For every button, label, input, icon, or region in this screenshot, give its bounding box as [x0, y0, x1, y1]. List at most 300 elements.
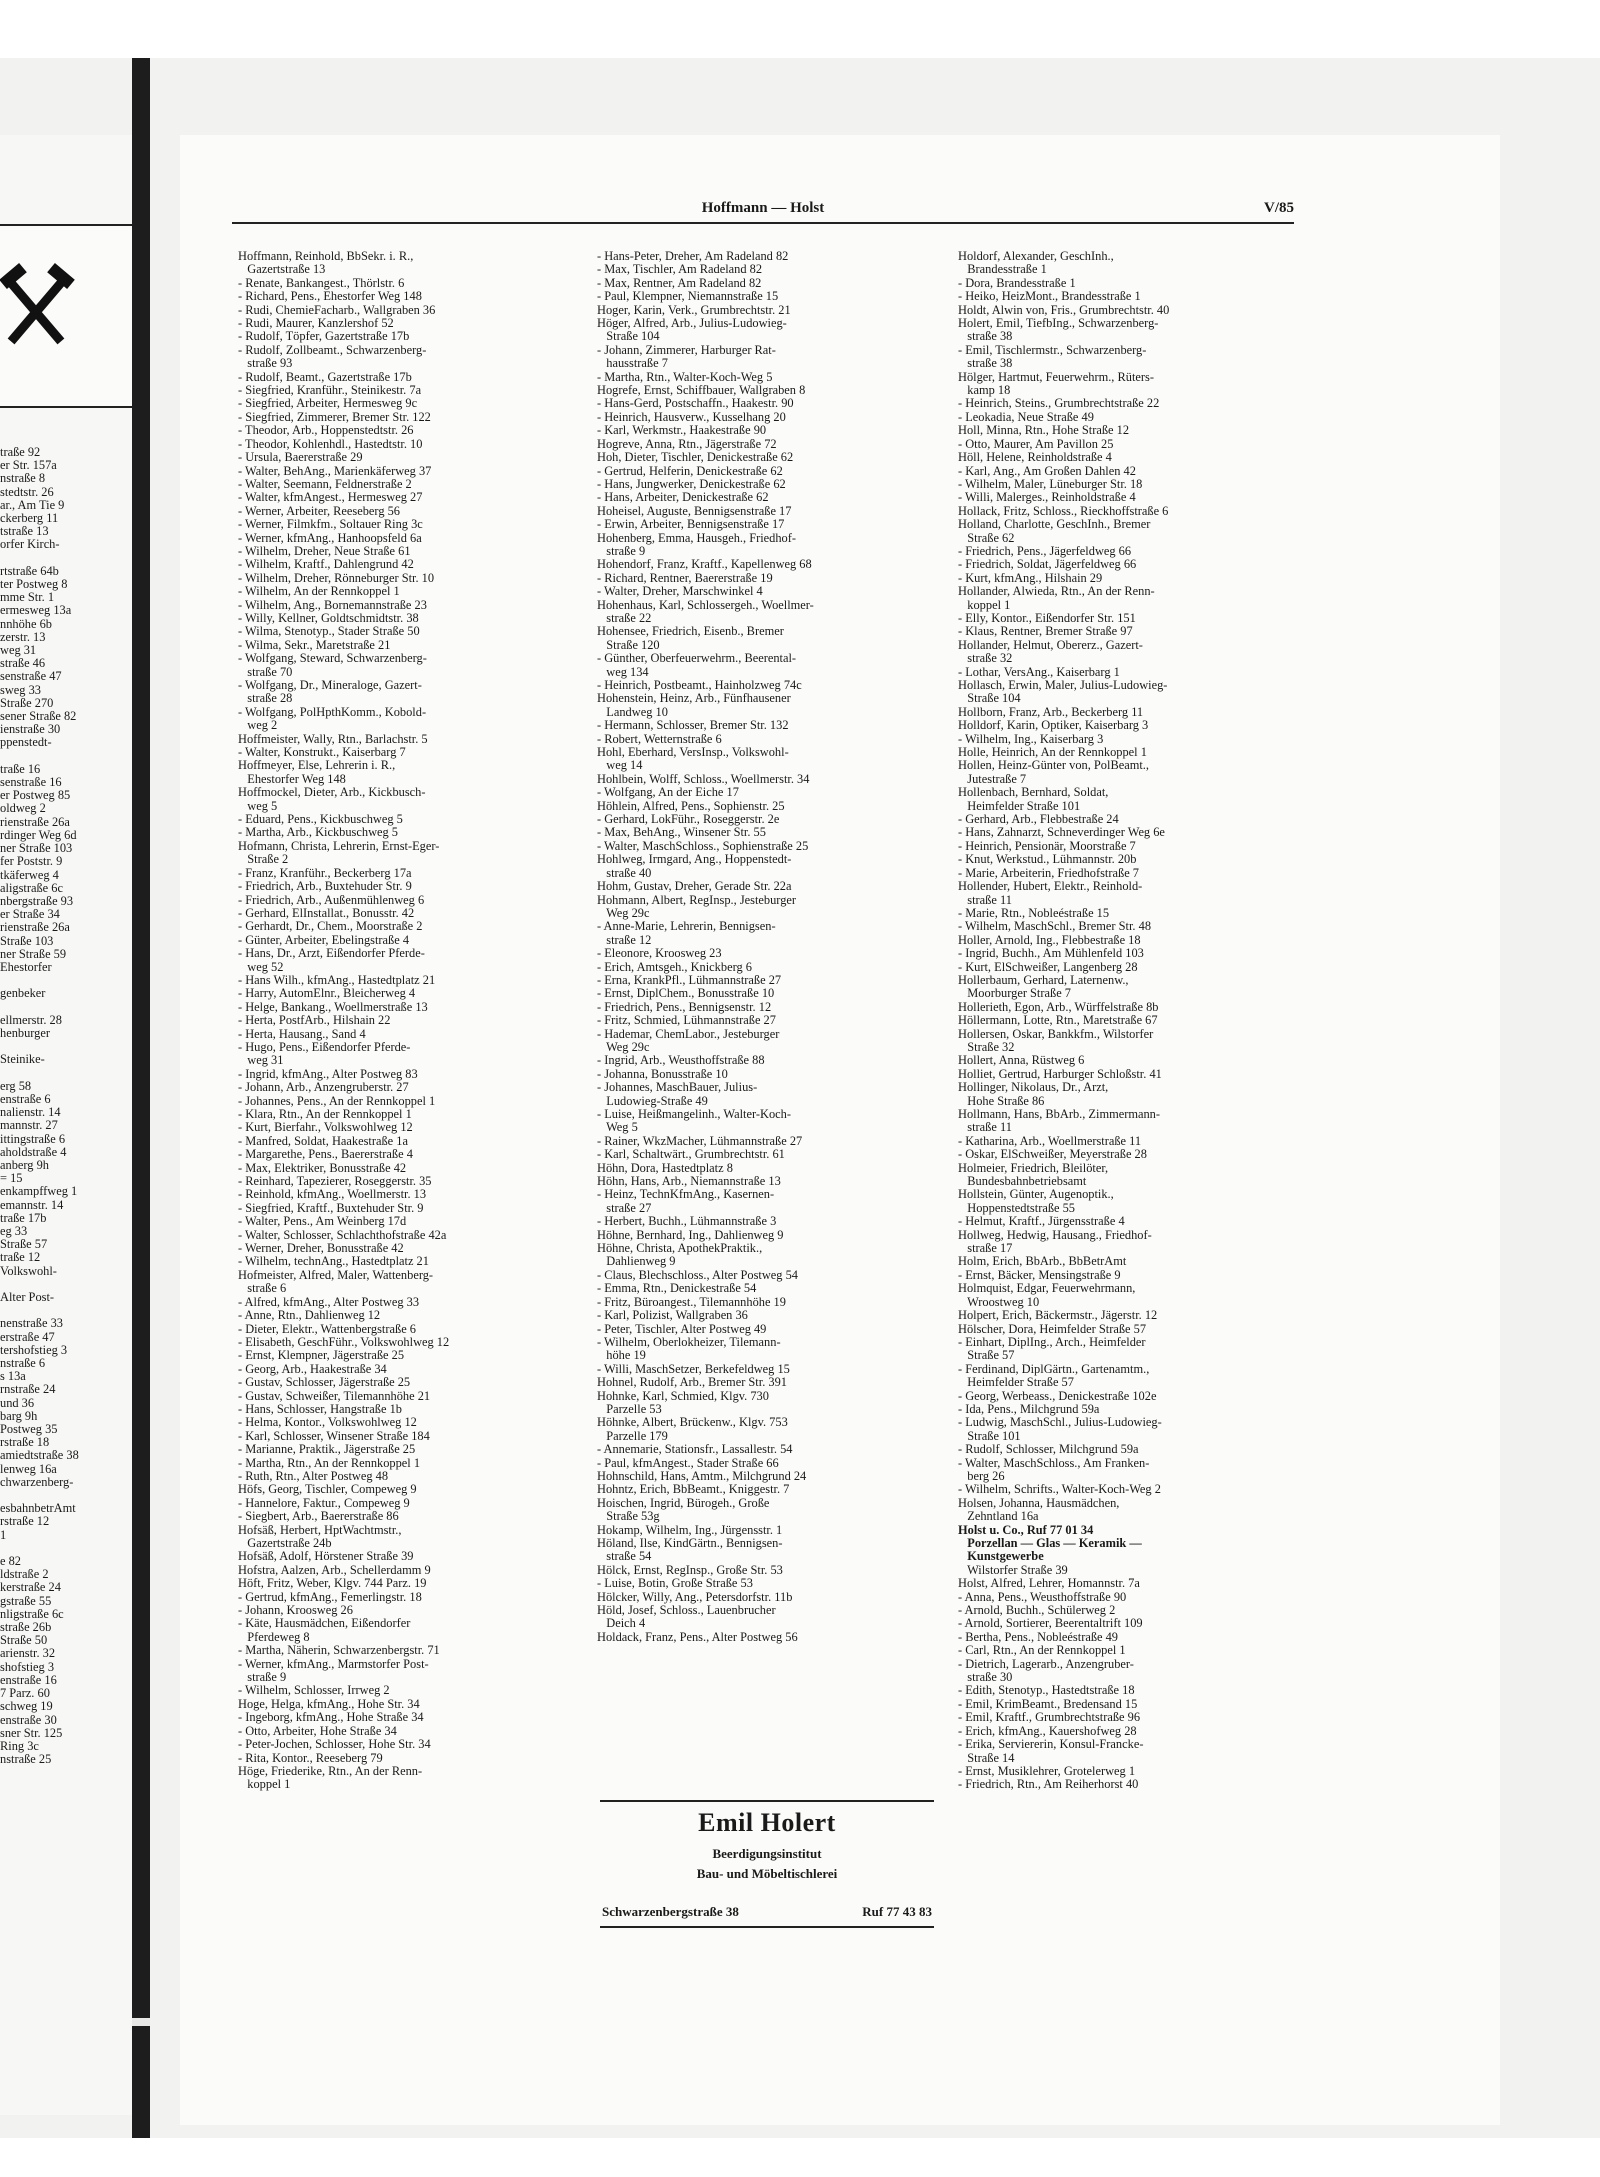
directory-entry-line: kamp 18 [958, 384, 1011, 398]
directory-entry-line: - Gertrud, Helferin, Denickestraße 62 [597, 464, 783, 478]
adjacent-page-line: ar., Am Tie 9 [0, 498, 65, 512]
directory-entry-line: - Kurt, Bierfahr., Volkswohlweg 12 [238, 1121, 413, 1135]
directory-entry-line: - Johannes, MaschBauer, Julius- [597, 1081, 758, 1095]
adjacent-page-line: er Str. 157a [0, 459, 57, 473]
directory-entry-line: Parzelle 179 [597, 1429, 668, 1443]
directory-entry-line: - Anne-Marie, Lehrerin, Bennigsen- [597, 920, 776, 934]
adjacent-page-line: orfer Kirch- [0, 538, 60, 552]
directory-entry-line: Holert, Emil, TiefbIng., Schwarzenberg- [958, 317, 1159, 331]
directory-entry-line: - Ludwig, MaschSchl., Julius-Ludowieg- [958, 1416, 1162, 1430]
directory-entry-line: Holdorf, Alexander, GeschInh., [958, 250, 1114, 263]
directory-entry-line: straße 40 [597, 866, 652, 880]
directory-entry-line: - Hademar, ChemLabor., Jesteburger [597, 1027, 780, 1041]
directory-entry-line: - Gerhard, Arb., Flebbestraße 24 [958, 813, 1119, 827]
directory-entry-line: koppel 1 [238, 1778, 291, 1792]
directory-entry-line: - Wolfgang, PolHpthKomm., Kobold- [238, 705, 427, 719]
directory-entry-line: Höhn, Dora, Hastedtplatz 8 [597, 1161, 733, 1175]
directory-entry-line: - Walter, Pens., Am Weinberg 17d [238, 1215, 407, 1229]
directory-entry-line: - Erna, KrankPfl., Lühmannstraße 27 [597, 973, 782, 987]
adjacent-page-line: 1 [0, 1528, 7, 1542]
directory-entry-line: - Franz, Kranführ., Beckerberg 17a [238, 866, 412, 880]
directory-entry-line: Holst, Alfred, Lehrer, Homannstr. 7a [958, 1577, 1140, 1591]
adjacent-page-line: emannstr. 14 [0, 1198, 64, 1212]
adjacent-page-line: chwarzenberg- [0, 1475, 74, 1489]
adjacent-page-line: tstraße 13 [0, 525, 49, 539]
directory-entry-line: koppel 1 [958, 598, 1011, 612]
adjacent-page-line: aligstraße 6c [0, 881, 63, 895]
directory-entry-line: - Paul, kfmAngest., Stader Straße 66 [597, 1456, 779, 1470]
directory-entry-line: Hofstra, Aalzen, Arb., Schellerdamm 9 [238, 1563, 431, 1577]
advertisement [600, 1808, 934, 1920]
directory-entry-line: straße 17 [958, 1242, 1013, 1256]
directory-entry-line: - Martha, Rtn., Walter-Koch-Weg 5 [597, 370, 773, 384]
directory-entry-line: - Willi, MaschSetzer, Berkefeldweg 15 [597, 1362, 790, 1376]
adjacent-page-line: rdinger Weg 6d [0, 828, 77, 842]
directory-entry-line: - Theodor, Kohlenhdl., Hastedtstr. 10 [238, 437, 423, 451]
adjacent-page-line: = 15 [0, 1172, 23, 1186]
directory-entry-line: weg 14 [597, 759, 643, 773]
directory-entry-line: Hohntz, Erich, BbBeamt., Kniggestr. 7 [597, 1483, 790, 1497]
directory-entry-line: - Wolfgang, Steward, Schwarzenberg- [238, 652, 427, 666]
directory-entry-line: - Kurt, ElSchweißer, Langenberg 28 [958, 960, 1138, 974]
directory-entry-line: - Karl, Schaltwärt., Grumbrechtstr. 61 [597, 1148, 785, 1162]
directory-entry-line: Straße 32 [958, 1040, 1015, 1054]
adjacent-page-line: gstraße 55 [0, 1594, 52, 1608]
directory-entry-line: straße 28 [238, 692, 293, 706]
directory-entry-line: Hohm, Gustav, Dreher, Gerade Str. 22a [597, 880, 792, 894]
directory-entry-line: straße 93 [238, 357, 293, 371]
directory-entry-line: Hoh, Dieter, Tischler, Denickestraße 62 [597, 451, 794, 465]
adjacent-page-line: ner Straße 103 [0, 842, 73, 856]
directory-entry-line: - Wilhelm, Oberlokheizer, Tilemann- [597, 1335, 781, 1349]
directory-entry-line: - Leokadia, Neue Straße 49 [958, 410, 1094, 424]
directory-entry-line: - Herbert, Buchh., Lühmannstraße 3 [597, 1215, 777, 1229]
directory-entry-line: - Martha, Arb., Kickbuschweg 5 [238, 826, 399, 840]
adjacent-page-line: ienstraße 30 [0, 723, 61, 737]
directory-entry-line: - Martha, Näherin, Schwarzenbergstr. 71 [238, 1644, 440, 1658]
directory-entry-line: - Wilhelm, Ing., Kaiserbarg 3 [958, 732, 1104, 746]
directory-entry-line: - Anne, Rtn., Dahlienweg 12 [238, 1309, 381, 1323]
directory-entry-line: - Wilhelm, Dreher, Neue Straße 61 [238, 544, 411, 558]
directory-entry-line: - Katharina, Arb., Woellmerstraße 11 [958, 1134, 1142, 1148]
directory-entry-line: Hölcker, Willy, Ang., Petersdorfstr. 11b [597, 1590, 793, 1604]
directory-entry-line: weg 2 [238, 719, 278, 733]
ad-company-name: Emil Holert [698, 1808, 836, 1837]
directory-entry-line: - Heinrich, Pensionär, Moorstraße 7 [958, 839, 1136, 853]
directory-entry-line: Hollen, Heinz-Günter von, PolBeamt., [958, 759, 1149, 773]
directory-entry-line: berg 26 [958, 1469, 1005, 1483]
adjacent-page-line: s 13a [0, 1370, 26, 1384]
directory-entry-line: Hofsäß, Adolf, Hörstener Straße 39 [238, 1550, 414, 1564]
directory-entry-line: - Wilma, Stenotyp., Stader Straße 50 [238, 625, 420, 639]
directory-entry-line: Straße 120 [597, 638, 660, 652]
adjacent-page-line: nstraße 25 [0, 1753, 52, 1767]
directory-entry-line: Weg 5 [597, 1121, 638, 1135]
directory-entry-line: - Dieter, Elektr., Wattenbergstraße 6 [238, 1322, 416, 1336]
directory-entry-line: - Friedrich, Arb., Buxtehuder Str. 9 [238, 880, 412, 894]
page-title: Hoffmann — Holst [701, 200, 825, 216]
directory-entry-line: - Helmut, Kraftf., Jürgensstraße 4 [958, 1215, 1125, 1229]
directory-entry-line: - Ingeborg, kfmAng., Hohe Straße 34 [238, 1711, 424, 1725]
directory-entry-line: - Ernst, DiplChem., Bonusstraße 10 [597, 987, 775, 1001]
directory-entry-line: - Günther, Oberfeuerwehrm., Beerental- [597, 652, 797, 666]
adjacent-page-line: sner Str. 125 [0, 1726, 63, 1740]
directory-entry-line: - Eduard, Pens., Kickbuschweg 5 [238, 813, 403, 827]
directory-entry-line: Hollenbach, Bernhard, Soldat, [958, 786, 1109, 800]
directory-column-2 [597, 250, 935, 1644]
adjacent-page-line: weg 31 [0, 644, 37, 658]
directory-entry-line: - Arnold, Sortierer, Beerentaltrift 109 [958, 1617, 1143, 1631]
adjacent-page-line: traße 16 [0, 762, 41, 776]
directory-entry-line: Zehntland 16a [958, 1510, 1039, 1524]
adjacent-page-line: traße 12 [0, 1251, 41, 1265]
directory-entry-line: - Georg, Arb., Haakestraße 34 [238, 1362, 387, 1376]
directory-entry-line: - Gustav, Schweißer, Tilemannhöhe 21 [238, 1389, 431, 1403]
directory-entry-line: Holl, Minna, Rtn., Hohe Straße 12 [958, 424, 1130, 438]
directory-entry-line: - Marie, Rtn., Noblеéstraße 15 [958, 906, 1110, 920]
directory-entry-line: - Claus, Blechschloss., Alter Postweg 54 [597, 1268, 798, 1282]
directory-entry-line: - Herta, Hausang., Sand 4 [238, 1027, 366, 1041]
directory-entry-line: - Reinhard, Tapezierer, Roseggerstr. 35 [238, 1175, 432, 1189]
directory-entry-line: Holmeier, Friedrich, Bleilöter, [958, 1161, 1109, 1175]
directory-entry-line: Hollersen, Oskar, Bankkfm., Wilstorfer [958, 1027, 1154, 1041]
directory-entry-line: - Friedrich, Soldat, Jägerfeldweg 66 [958, 558, 1137, 572]
adjacent-page-line: eg 33 [0, 1224, 28, 1238]
directory-entry-line: - Friedrich, Pens., Jägerfeldweg 66 [958, 544, 1132, 558]
directory-entry-line: - Werner, Filmkfm., Soltauer Ring 3c [238, 518, 423, 532]
directory-entry-line: Hollmann, Hans, BbArb., Zimmermann- [958, 1108, 1161, 1121]
directory-entry-line: Höhne, Christa, ApothekPraktik., [597, 1242, 763, 1256]
ad-phone: Ruf 77 43 83 [862, 1904, 932, 1919]
directory-entry-line: Holpert, Erich, Bäckermstr., Jägerstr. 12 [958, 1309, 1158, 1323]
directory-entry-line: - Wilhelm, An der Rennkoppel 1 [238, 585, 400, 599]
directory-entry-line: - Wilhelm, technAng., Hastedtplatz 21 [238, 1255, 429, 1269]
adjacent-page-line: tkäferweg 4 [0, 868, 59, 882]
directory-entry-line: - Hans, Zahnarzt, Schneverdinger Weg 6e [958, 826, 1165, 840]
directory-entry-line: - Willi, Malerges., Reinholdstraße 4 [958, 491, 1136, 505]
directory-entry-line: Hogrefe, Ernst, Schiffbauer, Wallgraben 8 [597, 384, 806, 398]
directory-entry-line: - Gertrud, kfmAng., Femerlingstr. 18 [238, 1590, 422, 1604]
directory-entry-line: Hölck, Ernst, RegInsp., Große Str. 53 [597, 1563, 783, 1577]
directory-entry-line: - Rudi, ChemieFacharb., Wallgraben 36 [238, 303, 436, 317]
adjacent-page-line: straße 46 [0, 657, 46, 671]
directory-entry-line: weg 31 [238, 1054, 284, 1068]
directory-entry-line: straße 6 [238, 1282, 287, 1296]
directory-entry-line: - Arnold, Buchh., Schülerweg 2 [958, 1604, 1116, 1618]
directory-entry-line: - Emil, Tischlermstr., Schwarzenberg- [958, 343, 1147, 357]
binding-strip [132, 58, 150, 2138]
adjacent-page-line: kerstraße 24 [0, 1581, 61, 1595]
directory-entry-line: Hohenhaus, Karl, Schlossergeh., Woellmer- [597, 598, 814, 612]
directory-entry-line: - Walter, Dreher, Marschwinkel 4 [597, 585, 763, 599]
adjacent-page-line [0, 1278, 132, 1291]
adjacent-page-line: anberg 9h [0, 1158, 49, 1172]
directory-entry-line: Hohnke, Karl, Schmied, Klgv. 730 [597, 1389, 769, 1403]
directory-entry-line: Höll, Helene, Reinholdstraße 4 [958, 451, 1112, 465]
directory-entry-line: Porzellan — Glas — Keramik — [958, 1537, 1142, 1550]
adjacent-page-line: barg 9h [0, 1409, 38, 1423]
directory-entry-line: Holler, Arnold, Ing., Flebbestraße 18 [958, 933, 1141, 947]
directory-entry-line: weg 5 [238, 799, 278, 813]
adjacent-page-line: ldstraße 2 [0, 1568, 49, 1582]
directory-entry-line: - Siegfried, Kranführ., Steinikestr. 7a [238, 384, 422, 398]
directory-entry-line: Wilstorfer Straße 39 [958, 1563, 1068, 1577]
directory-entry-line: Straße 62 [958, 531, 1015, 545]
directory-entry-line: straße 38 [958, 357, 1013, 371]
adjacent-page-line: nenstraße 33 [0, 1317, 63, 1331]
directory-entry-line: Hohendorf, Franz, Kraftf., Kapellenweg 68 [597, 558, 812, 572]
directory-entry-line: - Alfred, kfmAng., Alter Postweg 33 [238, 1295, 420, 1309]
adjacent-page-line [0, 552, 132, 565]
directory-entry-line: Hollert, Anna, Rüstweg 6 [958, 1054, 1085, 1068]
directory-entry-line: - Richard, Rentner, Baererstraße 19 [597, 571, 773, 585]
adjacent-page-line: aholdstraße 4 [0, 1145, 67, 1159]
directory-entry-line: Landweg 10 [597, 705, 668, 719]
adjacent-page-line: stedtstr. 26 [0, 485, 54, 499]
adjacent-page-line: senstraße 16 [0, 776, 62, 790]
directory-entry-line: - Knut, Werkstud., Lühmannstr. 20b [958, 853, 1137, 867]
directory-entry-line: - Klara, Rtn., An der Rennkoppel 1 [238, 1108, 412, 1121]
directory-entry-line: - Hans-Gerd, Postschaffn., Haakestr. 90 [597, 397, 794, 411]
adjacent-page-line: ellmerstr. 28 [0, 1013, 62, 1027]
directory-entry-line: Hohensee, Friedrich, Eisenb., Bremer [597, 625, 784, 639]
adjacent-page-line: Straße 50 [0, 1634, 48, 1648]
adjacent-page-line: und 36 [0, 1396, 35, 1410]
directory-entry-line: Parzelle 53 [597, 1402, 662, 1416]
directory-entry-line: - Peter, Tischler, Alter Postweg 49 [597, 1322, 767, 1336]
directory-entry-line: - Friedrich, Arb., Außenmühlenweg 6 [238, 893, 425, 907]
directory-entry-line: - Margarethe, Pens., Baererstraße 4 [238, 1148, 413, 1162]
directory-entry-line: Brandesstraße 1 [958, 263, 1047, 277]
directory-entry-line: Hoffmann, Reinhold, BbSekr. i. R., [238, 250, 414, 263]
directory-entry-line: - Heiko, HeizMont., Brandesstraße 1 [958, 290, 1141, 304]
adjacent-page-line: enkampffweg 1 [0, 1185, 78, 1199]
adjacent-page-line: arienstr. 32 [0, 1647, 56, 1661]
directory-entry-line: - Friedrich, Rtn., Am Reiherhorst 40 [958, 1778, 1139, 1792]
directory-entry-line: - Dora, Brandesstraße 1 [958, 276, 1076, 290]
directory-entry-line: - Siegfried, Kraftf., Buxtehuder Str. 9 [238, 1201, 424, 1215]
directory-entry-line: - Ingrid, kfmAng., Alter Postweg 83 [238, 1067, 418, 1081]
adjacent-page-line: Straße 57 [0, 1238, 48, 1252]
directory-entry-line: Gazertstraße 24b [238, 1537, 332, 1550]
adjacent-page-line: traße 92 [0, 446, 41, 459]
directory-entry-line: Hohlweg, Irmgard, Ang., Hoppenstedt- [597, 853, 792, 867]
directory-entry-line: - Walter, MaschSchloss., Am Franken- [958, 1456, 1150, 1470]
directory-entry-line: Hohlbein, Wolff, Schloss., Woellmerstr. 34 [597, 772, 810, 786]
directory-entry-line: - Max, Elektriker, Bonusstraße 42 [238, 1161, 407, 1175]
adjacent-page-line: sener Straße 82 [0, 710, 77, 724]
directory-entry-line: - Walter, kfmAngest., Hermesweg 27 [238, 491, 423, 505]
directory-entry-line: - Hans, Arbeiter, Denickestraße 62 [597, 491, 769, 505]
directory-entry-line: Ehestorfer Weg 148 [238, 772, 346, 786]
directory-entry-line: Hollstein, Günter, Augenoptik., [958, 1188, 1114, 1202]
directory-entry-line: Hölscher, Dora, Heimfelder Straße 57 [958, 1322, 1147, 1336]
directory-entry-line: - Eleonore, Kroosweg 23 [597, 947, 722, 961]
adjacent-page-line: schweg 19 [0, 1700, 53, 1714]
directory-entry-line: Hollender, Hubert, Elektr., Reinhold- [958, 880, 1143, 894]
adjacent-page-line: ckerberg 11 [0, 512, 59, 526]
adjacent-page-line: sweg 33 [0, 683, 41, 697]
directory-entry-line: - Herta, PostfArb., Hilshain 22 [238, 1014, 391, 1028]
directory-entry-line: - Walter, Seemann, Feldnerstraße 2 [238, 477, 412, 491]
directory-entry-line: - Ferdinand, DiplGärtn., Gartenamtm., [958, 1362, 1150, 1376]
directory-entry-line: Hofmann, Christa, Lehrerin, Ernst-Eger- [238, 839, 440, 853]
directory-entry-line: - Heinz, TechnKfmAng., Kasernen- [597, 1188, 775, 1202]
adjacent-page-text [0, 446, 132, 1766]
directory-entry-line: - Hans, Dr., Arzt, Eißendorfer Pferde- [238, 947, 425, 961]
adjacent-page-line: ermesweg 13a [0, 604, 72, 618]
directory-entry-line: - Siegfried, Zimmerer, Bremer Str. 122 [238, 410, 431, 424]
directory-entry-line: - Otto, Arbeiter, Hohe Straße 34 [238, 1724, 397, 1738]
adjacent-page-line: enstraße 30 [0, 1713, 57, 1727]
adjacent-page-line: zerstr. 13 [0, 630, 46, 644]
directory-entry-line: Hohnel, Rudolf, Arb., Bremer Str. 391 [597, 1376, 787, 1390]
directory-entry-line: Höhne, Bernhard, Ing., Dahlienweg 9 [597, 1228, 784, 1242]
adjacent-page-line: er Postweg 85 [0, 789, 71, 803]
directory-entry-line: - Johann, Zimmerer, Harburger Rat- [597, 343, 776, 357]
directory-entry-line: Dahlienweg 9 [597, 1255, 676, 1269]
directory-entry-line: Straße 101 [958, 1429, 1021, 1443]
directory-entry-line: - Martha, Rtn., An der Rennkoppel 1 [238, 1456, 421, 1470]
directory-entry-line: - Hans, Schlosser, Hangstraße 1b [238, 1402, 402, 1416]
directory-entry-line: - Ursula, Baererstraße 29 [238, 451, 363, 465]
adjacent-page-line: nalienstr. 14 [0, 1106, 61, 1120]
adjacent-page-line: genbeker [0, 987, 46, 1001]
directory-entry-line: - Walter, BehAng., Marienkäferweg 37 [238, 464, 432, 478]
directory-entry-line: Bundesbahnbetriebsamt [958, 1175, 1087, 1189]
directory-entry-line: Holdack, Franz, Pens., Alter Postweg 56 [597, 1630, 798, 1644]
directory-entry-line: - Helge, Bankang., Woellmerstraße 13 [238, 1000, 428, 1014]
directory-entry-line: - Rudolf, Töpfer, Gazertstraße 17b [238, 330, 410, 344]
directory-entry-line: Hollinger, Nikolaus, Dr., Arzt, [958, 1081, 1109, 1095]
directory-entry-line: - Manfred, Soldat, Haakestraße 1a [238, 1134, 408, 1148]
directory-entry-line: - Rudi, Maurer, Kanzlershof 52 [238, 317, 394, 331]
adjacent-page-line: er Straße 34 [0, 908, 60, 922]
directory-entry-line: Hoppenstedtstraße 55 [958, 1201, 1075, 1215]
ad-address: Schwarzenbergstraße 38 [602, 1904, 739, 1919]
directory-entry-line: Höft, Fritz, Weber, Klgv. 744 Parz. 19 [238, 1577, 427, 1591]
adjacent-page-line [0, 1001, 132, 1014]
directory-entry-line: - Wilhelm, Ang., Bornemannstraße 23 [238, 598, 427, 612]
directory-entry-line: - Ingrid, Arb., Weusthoffstraße 88 [597, 1054, 765, 1068]
directory-entry-line: Heimfelder Straße 57 [958, 1376, 1074, 1390]
directory-entry-line: Hollborn, Franz, Arb., Beckerberg 11 [958, 705, 1144, 719]
logo-box [0, 224, 138, 408]
directory-entry-line: - Werner, Arbeiter, Reeseberg 56 [238, 504, 401, 518]
directory-entry-line: Höger, Alfred, Arb., Julius-Ludowieg- [597, 317, 787, 331]
directory-entry-line: - Max, BehAng., Winsener Str. 55 [597, 826, 766, 840]
directory-entry-line: Gazertstraße 13 [238, 263, 326, 277]
directory-entry-line: - Max, Rentner, Am Radeland 82 [597, 276, 762, 290]
adjacent-page-line: ner Straße 59 [0, 947, 67, 961]
directory-entry-line: straße 9 [597, 544, 646, 558]
directory-entry-line: - Rudolf, Beamt., Gazertstraße 17b [238, 370, 412, 384]
directory-entry-line: Straße 104 [597, 330, 660, 344]
adjacent-page-line: e 82 [0, 1555, 21, 1569]
directory-entry-line: - Ernst, Bäcker, Mensingstraße 9 [958, 1268, 1121, 1282]
directory-entry-line: - Wolfgang, Dr., Mineraloge, Gazert- [238, 679, 422, 692]
directory-entry-line: Hokamp, Wilhelm, Ing., Jürgensstr. 1 [597, 1523, 783, 1537]
directory-entry-line: - Walter, MaschSchloss., Sophienstraße 25 [597, 839, 809, 853]
directory-entry-line: Höge, Friederike, Rtn., An der Renn- [238, 1764, 423, 1778]
directory-entry-line: Hohl, Eberhard, VersInsp., Volkswohl- [597, 746, 789, 760]
directory-entry-line: - Günter, Arbeiter, Ebelingstraße 4 [238, 933, 410, 947]
directory-entry-line: - Walter, Schlosser, Schlachthofstraße 42a [238, 1228, 447, 1242]
directory-entry-line: Hohe Straße 86 [958, 1094, 1045, 1108]
directory-entry-line: - Erika, Serviererin, Konsul-Francke- [958, 1738, 1144, 1752]
directory-entry-line: - Renate, Bankangest., Thörlstr. 6 [238, 276, 405, 290]
directory-entry-line: Deich 4 [597, 1617, 646, 1631]
directory-entry-line: - Anna, Pens., Weusthoffstraße 90 [958, 1590, 1127, 1604]
directory-entry-line: Hohnschild, Hans, Amtm., Milchgrund 24 [597, 1469, 807, 1483]
adjacent-page-line: nstraße 8 [0, 472, 46, 486]
adjacent-page-line: rienstraße 26a [0, 815, 70, 829]
directory-entry-line: - Ida, Pens., Milchgrund 59a [958, 1402, 1100, 1416]
adjacent-page-line: Ehestorfer [0, 960, 52, 974]
adjacent-page-line [0, 1542, 132, 1555]
adjacent-page-line: ter Postweg 8 [0, 578, 68, 592]
adjacent-page-line: traße 17b [0, 1211, 47, 1225]
directory-entry-line: - Einhart, DiplIng., Arch., Heimfelder [958, 1335, 1146, 1349]
directory-entry-line: - Johann, Kroosweg 26 [238, 1604, 353, 1618]
directory-entry-line: - Wilhelm, Maler, Lüneburger Str. 18 [958, 477, 1143, 491]
adjacent-page-line: enstraße 16 [0, 1673, 57, 1687]
adjacent-page-line: Straße 270 [0, 696, 54, 710]
directory-entry-line: - Wilhelm, Kraftf., Dahlengrund 42 [238, 558, 414, 572]
page-header [232, 198, 1294, 224]
directory-entry-line: Höld, Josef, Schloss., Lauenbrucher [597, 1604, 776, 1618]
adjacent-page-line: Alter Post- [0, 1291, 55, 1304]
directory-entry-line: Hollweg, Hedwig, Hausang., Friedhof- [958, 1228, 1152, 1242]
directory-entry-line: - Luise, Heißmangelinh., Walter-Koch- [597, 1108, 791, 1121]
directory-entry-line: Hoffmeister, Wally, Rtn., Barlachstr. 5 [238, 732, 428, 746]
directory-entry-line: straße 54 [597, 1550, 652, 1564]
directory-entry-line: Hoheisel, Auguste, Bennigsenstraße 17 [597, 504, 792, 518]
directory-entry-line: straße 12 [597, 933, 652, 947]
adjacent-page-line: mme Str. 1 [0, 591, 55, 605]
directory-entry-line: - Paul, Klempner, Niemannstraße 15 [597, 290, 779, 304]
directory-entry-line: - Annemarie, Stationsfr., Lassallestr. 54 [597, 1443, 793, 1457]
adjacent-page-line [0, 1304, 132, 1317]
directory-entry-line: Hollasch, Erwin, Maler, Julius-Ludowieg- [958, 679, 1168, 692]
directory-entry-line: - Wilhelm, MaschSchl., Bremer Str. 48 [958, 920, 1152, 934]
directory-entry-line: Ludowieg-Straße 49 [597, 1094, 708, 1108]
adjacent-page-line: nstraße 6 [0, 1357, 46, 1371]
directory-entry-line: Hollander, Alwieda, Rtn., An der Renn- [958, 585, 1155, 599]
directory-entry-line: Hoffmockel, Dieter, Arb., Kickbusch- [238, 786, 426, 800]
directory-entry-line: Straße 53g [597, 1510, 660, 1524]
directory-entry-line: Höllermann, Lotte, Rtn., Maretstraße 67 [958, 1014, 1158, 1028]
directory-entry-line: Moorburger Straße 7 [958, 987, 1071, 1001]
directory-entry-line: - Carl, Rtn., An der Rennkoppel 1 [958, 1644, 1126, 1658]
adjacent-page-line: esbahnbetrAmt [0, 1502, 76, 1516]
directory-entry-line: - Helma, Kontor., Volkswohlweg 12 [238, 1416, 417, 1430]
directory-entry-line: Hoge, Helga, kfmAng., Hohe Str. 34 [238, 1697, 420, 1711]
directory-entry-line: Holsen, Johanna, Hausmädchen, [958, 1496, 1120, 1510]
adjacent-page-line: nligstraße 6c [0, 1607, 64, 1621]
adjacent-page-line: rstraße 12 [0, 1515, 50, 1529]
directory-entry-line: - Siegbert, Arb., Baererstraße 86 [238, 1510, 399, 1524]
directory-entry-line: - Theodor, Arb., Hoppenstedtstr. 26 [238, 424, 414, 438]
directory-entry-line: Weg 29c [597, 1040, 650, 1054]
directory-entry-line: Hohenberg, Emma, Hausgeh., Friedhof- [597, 531, 797, 545]
directory-entry-line: - Heinrich, Hausverw., Kusselhang 20 [597, 410, 786, 424]
adjacent-page-line: Steinike- [0, 1053, 45, 1067]
directory-entry-line: - Bertha, Pens., Noblеéstraße 49 [958, 1630, 1119, 1644]
directory-entry-line: Hölger, Hartmut, Feuerwehrm., Rüters- [958, 370, 1154, 384]
adjacent-page-line: henburger [0, 1026, 51, 1040]
directory-entry-line: - Gustav, Schlosser, Jägerstraße 25 [238, 1376, 411, 1390]
